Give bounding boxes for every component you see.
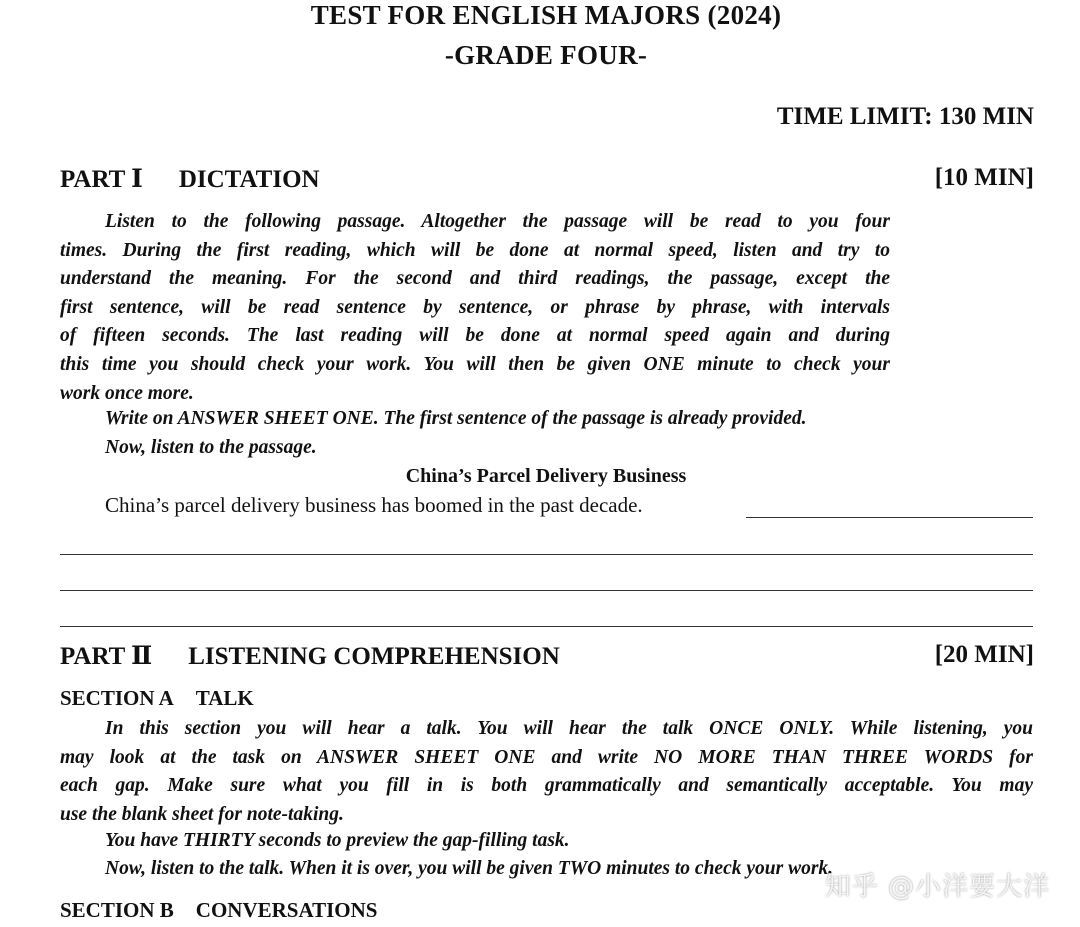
watermark: 知乎 @小洋要大洋 (824, 872, 1050, 902)
section-a-label: SECTION A (60, 686, 174, 710)
answer-line[interactable] (60, 554, 1033, 555)
instruction-line: In this section you will hear a talk. You will hear the talk ONCE ONLY. While listening, you (105, 718, 1033, 739)
answer-line[interactable] (60, 626, 1033, 627)
instruction-line: understand the meaning. For the second and third readings, the passage, except the (60, 268, 890, 290)
section-b-heading (60, 898, 377, 923)
exam-title: TEST FOR ENGLISH MAJORS (2024) (310, 0, 782, 30)
part-2-minutes: [20 MIN] (934, 641, 1034, 668)
passage-title: China’s Parcel Delivery Business (405, 465, 687, 487)
instruction-line: first sentence, will be read sentence by sentence, or phrase by phrase, with intervals (60, 296, 890, 318)
part-2-label: PART Ⅱ (60, 643, 153, 670)
time-limit: TIME LIMIT: 130 MIN (776, 103, 1034, 130)
part-1-minutes: [10 MIN] (934, 164, 1034, 191)
exam-grade: -GRADE FOUR- (444, 40, 648, 70)
talk-listen-note: Now, listen to the talk. When it is over, you will be given TWO minutes to check your work. (105, 858, 834, 879)
part-1-name: DICTATION (178, 166, 320, 193)
listen-note: Now, listen to the passage. (105, 437, 317, 458)
part-2-name: LISTENING COMPREHENSION (188, 643, 560, 670)
instruction-line: work once more. (60, 382, 194, 404)
section-a-instructions (60, 715, 1033, 829)
instruction-line: use the blank sheet for note-taking. (60, 803, 344, 825)
part-2-heading (60, 641, 560, 671)
part-1-heading (60, 164, 320, 194)
part-1-instructions (60, 208, 890, 408)
write-note: Write on ANSWER SHEET ONE. The first sentence of the passage is already provided. (105, 408, 807, 429)
answer-line[interactable] (60, 590, 1033, 591)
section-a-heading (60, 686, 254, 711)
first-sentence: China’s parcel delivery business has boomed in the past decade. (105, 493, 643, 517)
instruction-line: times. During the first reading, which will be done at normal speed, listen and try to (60, 239, 890, 261)
section-b-label: SECTION B (60, 898, 174, 922)
instruction-line: this time you should check your work. You will then be given ONE minute to check your (60, 353, 890, 375)
instruction-line: of fifteen seconds. The last reading will be done at normal speed again and during (60, 325, 890, 347)
instruction-line: may look at the task on ANSWER SHEET ONE and write NO MORE THAN THREE WORDS for (60, 746, 1033, 768)
instruction-line: Listen to the following passage. Altogether the passage will be read to you four (105, 211, 890, 232)
part-1-label: PART Ⅰ (60, 166, 143, 193)
instruction-line: each gap. Make sure what you fill in is both grammatically and semantically acceptable. You may (60, 775, 1033, 797)
answer-line[interactable] (746, 517, 1033, 518)
section-a-name: TALK (195, 686, 254, 710)
section-b-name: CONVERSATIONS (195, 898, 378, 922)
preview-note: You have THIRTY seconds to preview the gap-filling task. (105, 830, 570, 851)
